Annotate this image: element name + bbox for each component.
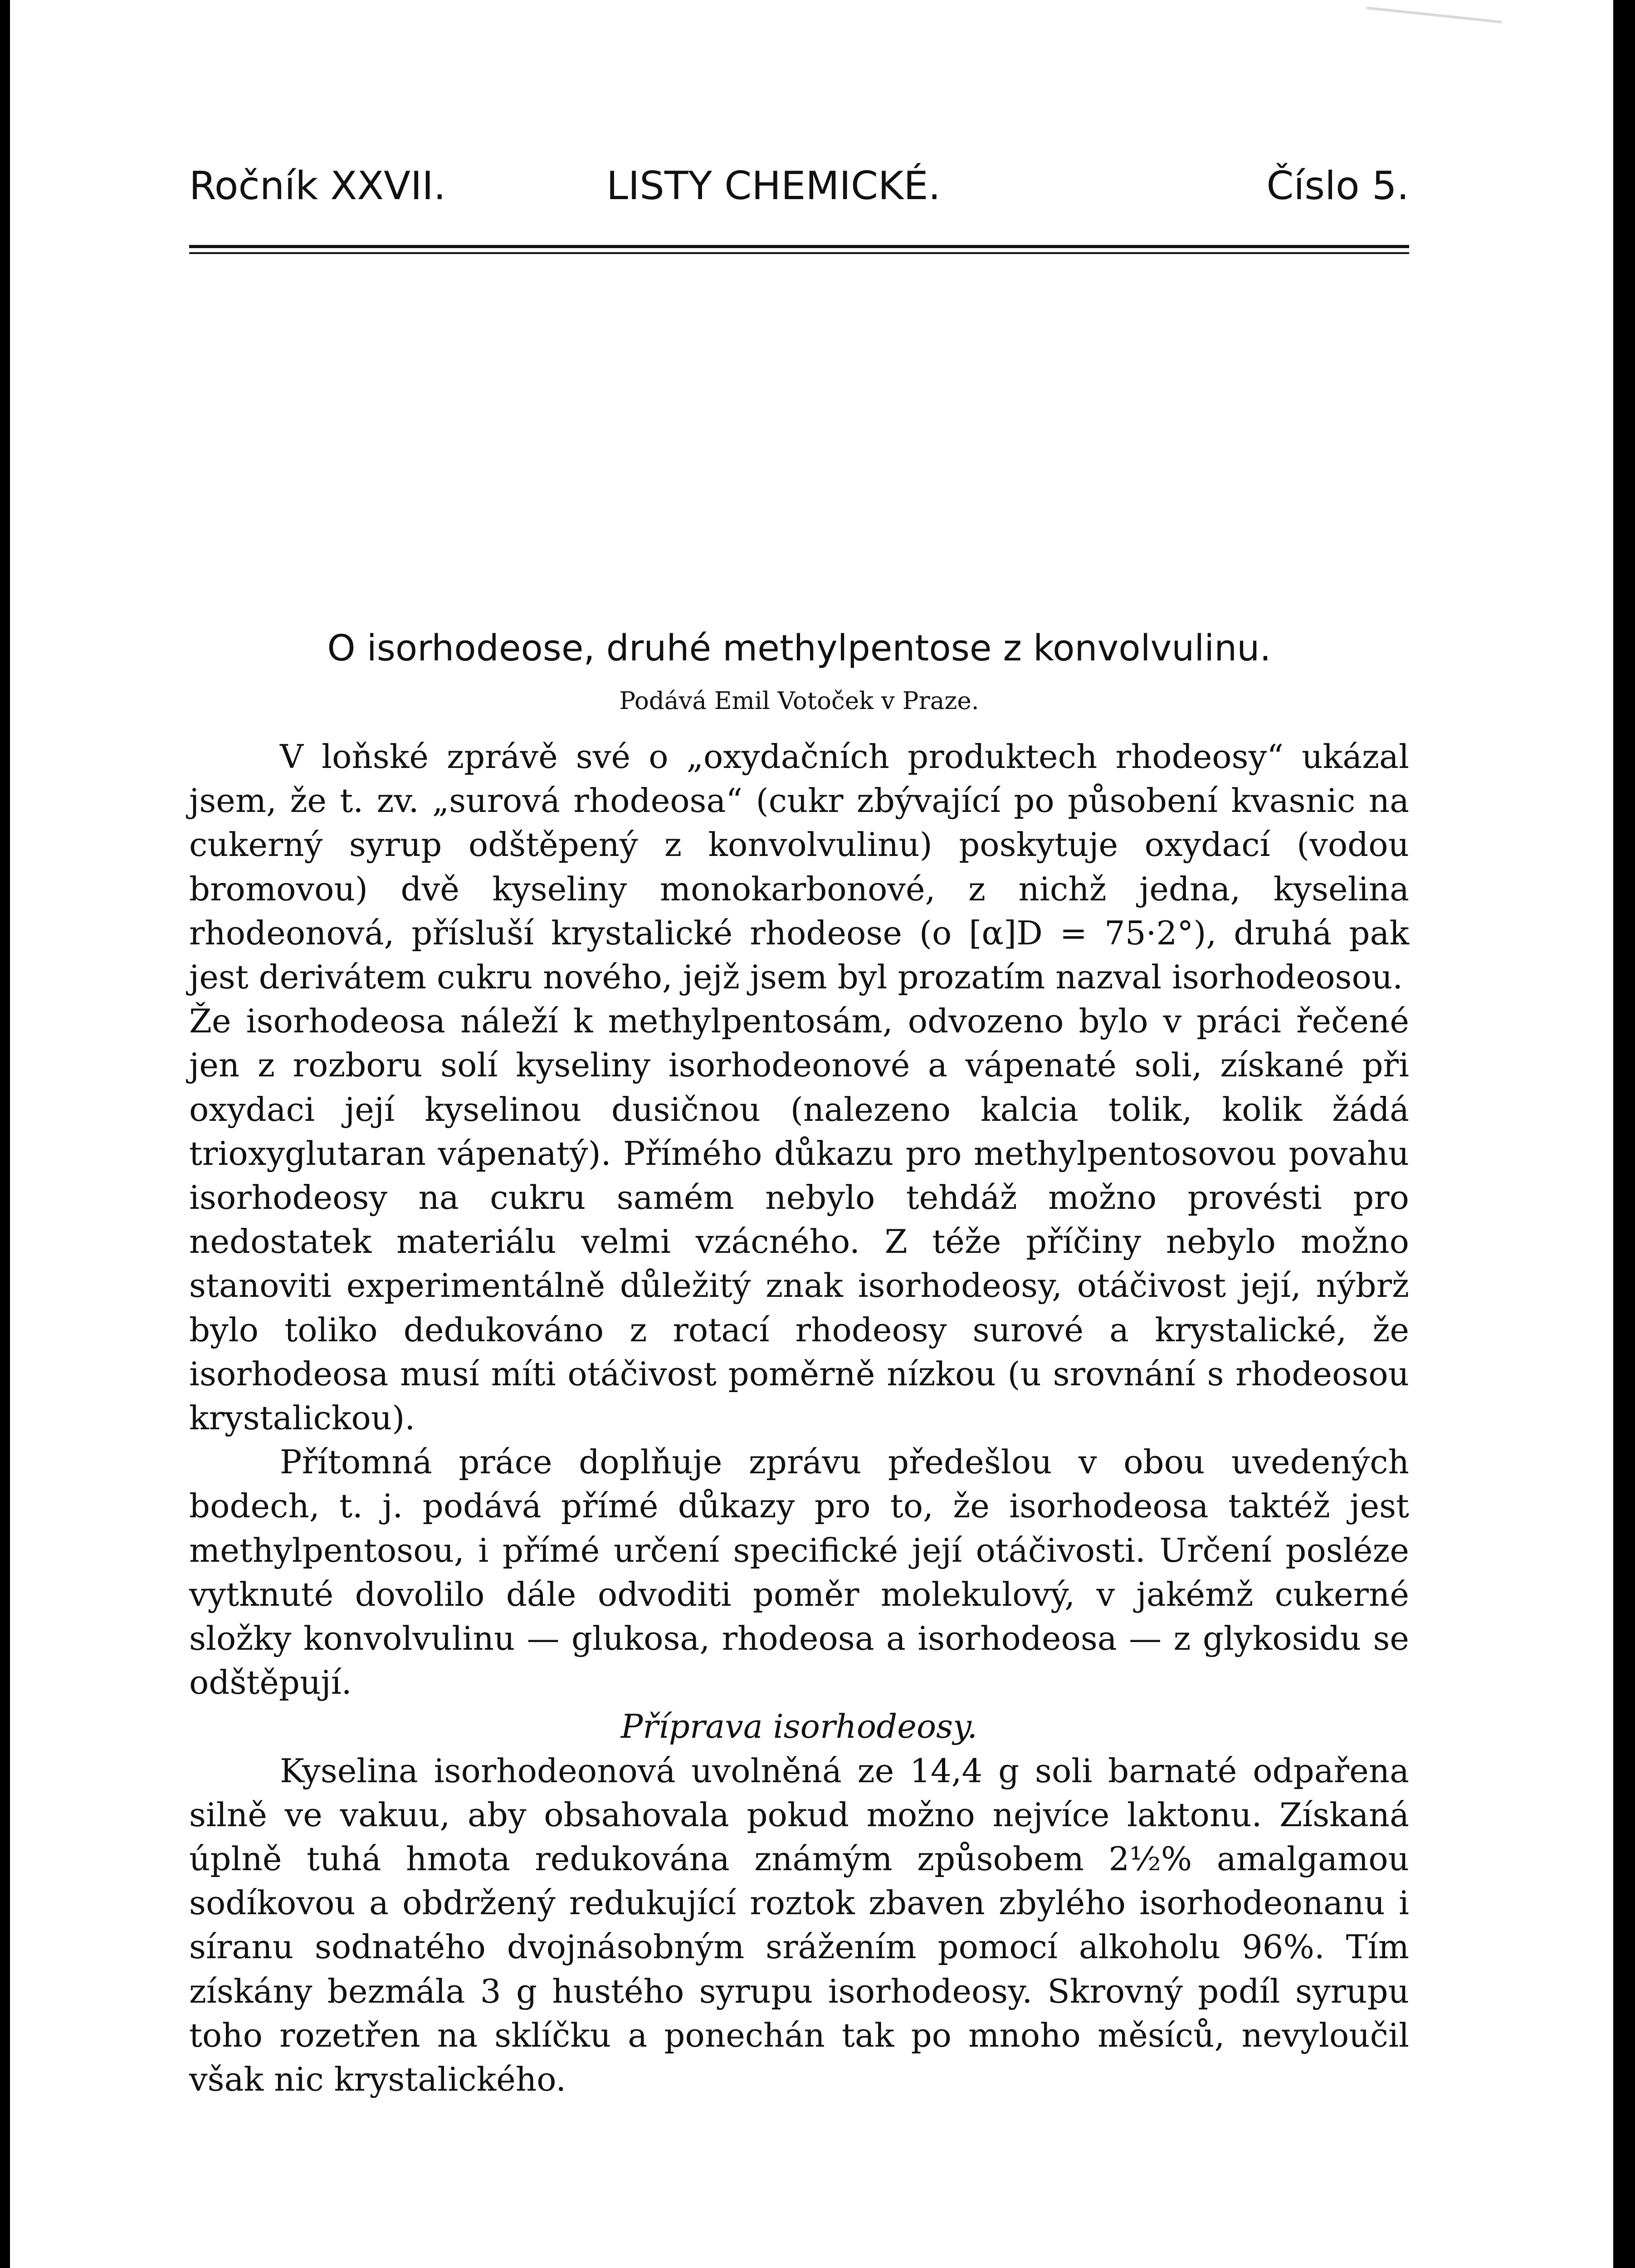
scan-artifact [1367,6,1502,23]
header-rule-thick [189,245,1409,248]
section-heading: Příprava isorhodeosy. [620,1707,978,1746]
article-byline: Podává Emil Votoček v Praze. [619,687,979,715]
paragraph: Kyselina isorhodeonová uvolněná ze 14,4 g soli barnaté odpařena silně ve vakuu, aby obsahovala pokud možno nejvíce laktonu. Získaná úplně tuhá hmota redukována známým způsobem 2½% amalgamou sodíkovou a obdržený redukující roztok zbaven zbylého isorhodeonanu i síranu sodnatého dvojnásobným srážením pomocí alkoholu 96%. Tím získány bezmála 3 g hustého syrupu isorhodeosy. Skrovný podíl syrupu toho rozetřen na sklíčku a ponechán tak po mnoho měsíců, nevyloučil však nic krystalického. [189,1751,1409,2099]
running-header [189,163,1409,209]
article-title: O isorhodeose, druhé methylpentose z konvolvulinu. [327,627,1271,669]
issue-label: Číslo 5. [1266,163,1409,209]
journal-title: LISTY CHEMICKÉ. [606,163,941,209]
article-body [189,735,1409,2102]
paragraph: Přítomná práce doplňuje zprávu předešlou v obou uvedených bodech, t. j. podává přímé důkazy pro to, že isorhodeosa taktéž jest methylpentosou, i přímé určení specifické její otáčivosti. Určení posléze vytknuté dovolilo dále odvoditi poměr molekulový, v jakémž cukerné složky konvolvulinu — glukosa, rhodeosa a isorhodeosa — z glykosidu se odštěpují. [189,1443,1409,1702]
volume-label: Ročník XXVII. [189,163,446,209]
paragraph: V loňské zprávě své o „oxydačních produktech rhodeosy“ ukázal jsem, že t. zv. „surová rhodeosa“ (cukr zbývající po působení kvasnic na cukerný syrup odštěpený z konvolvulinu) poskytuje oxydací (vodou bromovou) dvě kyseliny monokarbonové, z nichž jedna, kyselina rhodeonová, přísluší krystalické rhodeose (o [α]D = 75·2°), druhá pak jest derivátem cukru nového, jejž jsem byl prozatím nazval isorhodeosou. [189,738,1409,997]
page [10,0,1613,2268]
paragraph: Že isorhodeosa náleží k methylpentosám, odvozeno bylo v práci řečené jen z rozboru solí kyseliny isorhodeonové a vápenaté soli, získané při oxydaci její kyselinou dusičnou (nalezeno kalcia tolik, kolik žádá trioxyglutaran vápenatý). Přímého důkazu pro methylpentosovou povahu isorhodeosy na cukru samém nebylo tehdáž možno provésti pro nedostatek materiálu velmi vzácného. Z téže příčiny nebylo možno stanoviti experimentálně důležitý znak isorhodeosy, otáčivost její, nýbrž bylo toliko dedukováno z rotací rhodeosy surové a krystalické, že isorhodeosa musí míti otáčivost poměrně nízkou (u srovnání s rhodeosou krystalickou). [189,1002,1409,1437]
header-rule-thin [189,252,1409,254]
